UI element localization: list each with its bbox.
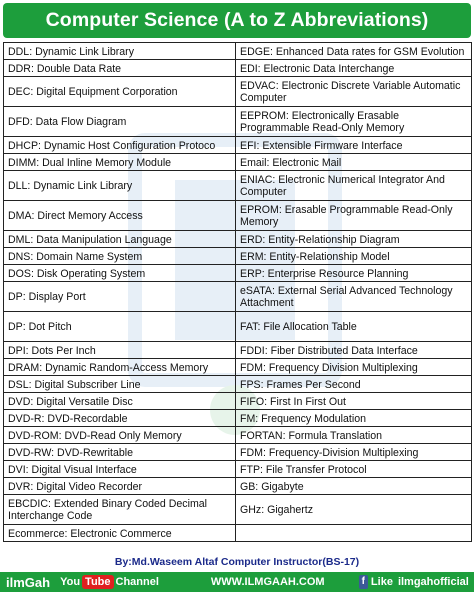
footer-brand: ilmGah	[6, 574, 51, 590]
abbreviation-cell: DIMM: Dual Inline Memory Module	[4, 154, 236, 171]
abbreviation-cell: DDL: Dynamic Link Library	[4, 43, 236, 60]
table-row	[4, 444, 472, 461]
abbreviation-cell: DDR: Double Data Rate	[4, 60, 236, 77]
table-row	[4, 427, 472, 444]
table-row	[4, 495, 472, 525]
facebook-icon: f	[359, 575, 368, 589]
abbreviation-cell: eSATA: External Serial Advanced Technology Attachment	[236, 282, 472, 312]
abbreviation-cell: FAT: File Allocation Table	[236, 312, 472, 342]
abbreviation-cell: GHz: Gigahertz	[236, 495, 472, 525]
abbreviation-cell: FORTAN: Formula Translation	[236, 427, 472, 444]
abbreviation-cell: EFI: Extensible Firmware Interface	[236, 137, 472, 154]
table-row	[4, 77, 472, 107]
table-row	[4, 265, 472, 282]
abbreviation-cell: DFD: Data Flow Diagram	[4, 107, 236, 137]
youtube-you-text: You	[60, 576, 81, 588]
abbreviation-cell: DOS: Disk Operating System	[4, 265, 236, 282]
author-credit: By:Md.Waseem Altaf Computer Instructor(BS-17)	[114, 556, 360, 568]
table-row	[4, 393, 472, 410]
table-row	[4, 410, 472, 427]
table-row	[4, 43, 472, 60]
table-row	[4, 461, 472, 478]
table-row	[4, 312, 472, 342]
abbreviation-cell: EEPROM: Electronically Erasable Programmable Read-Only Memory	[236, 107, 472, 137]
abbreviation-cell: DVD: Digital Versatile Disc	[4, 393, 236, 410]
table-row	[4, 376, 472, 393]
table-row	[4, 359, 472, 376]
facebook-like-text: Like	[370, 576, 393, 588]
youtube-channel-text: Channel	[115, 576, 159, 588]
abbreviation-cell	[236, 525, 472, 542]
abbreviation-cell: DEC: Digital Equipment Corporation	[4, 77, 236, 107]
abbreviation-cell: Email: Electronic Mail	[236, 154, 472, 171]
table-row	[4, 231, 472, 248]
page-title: Computer Science (A to Z Abbreviations)	[3, 3, 471, 38]
website-link[interactable]: WWW.ILMGAAH.COM	[210, 576, 325, 588]
abbreviation-cell: DRAM: Dynamic Random-Access Memory	[4, 359, 236, 376]
table-row	[4, 171, 472, 201]
abbreviation-cell: DPI: Dots Per Inch	[4, 342, 236, 359]
abbreviation-cell: FDDI: Fiber Distributed Data Interface	[236, 342, 472, 359]
abbreviation-cell: EDGE: Enhanced Data rates for GSM Evolution	[236, 43, 472, 60]
abbreviation-cell: Ecommerce: Electronic Commerce	[4, 525, 236, 542]
table-row	[4, 282, 472, 312]
abbreviation-cell: GB: Gigabyte	[236, 478, 472, 495]
abbreviation-cell: ERM: Entity-Relationship Model	[236, 248, 472, 265]
abbreviation-cell: DLL: Dynamic Link Library	[4, 171, 236, 201]
abbreviation-cell: DMA: Direct Memory Access	[4, 201, 236, 231]
table-row	[4, 525, 472, 542]
abbreviation-cell: EDVAC: Electronic Discrete Variable Automatic Computer	[236, 77, 472, 107]
table-row	[4, 154, 472, 171]
table-row	[4, 342, 472, 359]
abbreviation-cell: EDI: Electronic Data Interchange	[236, 60, 472, 77]
abbreviation-cell: ERD: Entity-Relationship Diagram	[236, 231, 472, 248]
abbreviations-table	[3, 42, 471, 542]
table-row	[4, 478, 472, 495]
abbreviation-cell: ERP: Enterprise Resource Planning	[236, 265, 472, 282]
abbreviation-cell: DSL: Digital Subscriber Line	[4, 376, 236, 393]
abbreviation-cell: FIFO: First In First Out	[236, 393, 472, 410]
abbreviation-cell: DP: Display Port	[4, 282, 236, 312]
abbreviation-cell: DVR: Digital Video Recorder	[4, 478, 236, 495]
abbreviation-cell: DVD-ROM: DVD-Read Only Memory	[4, 427, 236, 444]
youtube-icon: Tube	[82, 575, 113, 589]
abbreviation-cell: DVD-R: DVD-Recordable	[4, 410, 236, 427]
table-row	[4, 248, 472, 265]
abbreviation-cell: DNS: Domain Name System	[4, 248, 236, 265]
abbreviation-cell: FTP: File Transfer Protocol	[236, 461, 472, 478]
abbreviation-cell: DML: Data Manipulation Language	[4, 231, 236, 248]
footer-bar	[0, 572, 474, 592]
abbreviation-cell: FDM: Frequency Division Multiplexing	[236, 359, 472, 376]
facebook-page-link[interactable]	[359, 575, 469, 589]
youtube-channel-link[interactable]	[60, 575, 159, 589]
abbreviation-cell: EBCDIC: Extended Binary Coded Decimal Interchange Code	[4, 495, 236, 525]
abbreviation-cell: DP: Dot Pitch	[4, 312, 236, 342]
table-row	[4, 201, 472, 231]
abbreviation-cell: DHCP: Dynamic Host Configuration Protoco	[4, 137, 236, 154]
abbreviation-cell: EPROM: Erasable Programmable Read-Only Memory	[236, 201, 472, 231]
table-row	[4, 60, 472, 77]
abbreviation-cell: DVD-RW: DVD-Rewritable	[4, 444, 236, 461]
abbreviation-cell: FDM: Frequency-Division Multiplexing	[236, 444, 472, 461]
table-row	[4, 137, 472, 154]
abbreviation-cell: ENIAC: Electronic Numerical Integrator And Computer	[236, 171, 472, 201]
facebook-handle: ilmgahofficial	[397, 576, 469, 588]
abbreviation-cell: DVI: Digital Visual Interface	[4, 461, 236, 478]
table-row	[4, 107, 472, 137]
abbreviation-cell: FPS: Frames Per Second	[236, 376, 472, 393]
abbreviation-cell: FM: Frequency Modulation	[236, 410, 472, 427]
